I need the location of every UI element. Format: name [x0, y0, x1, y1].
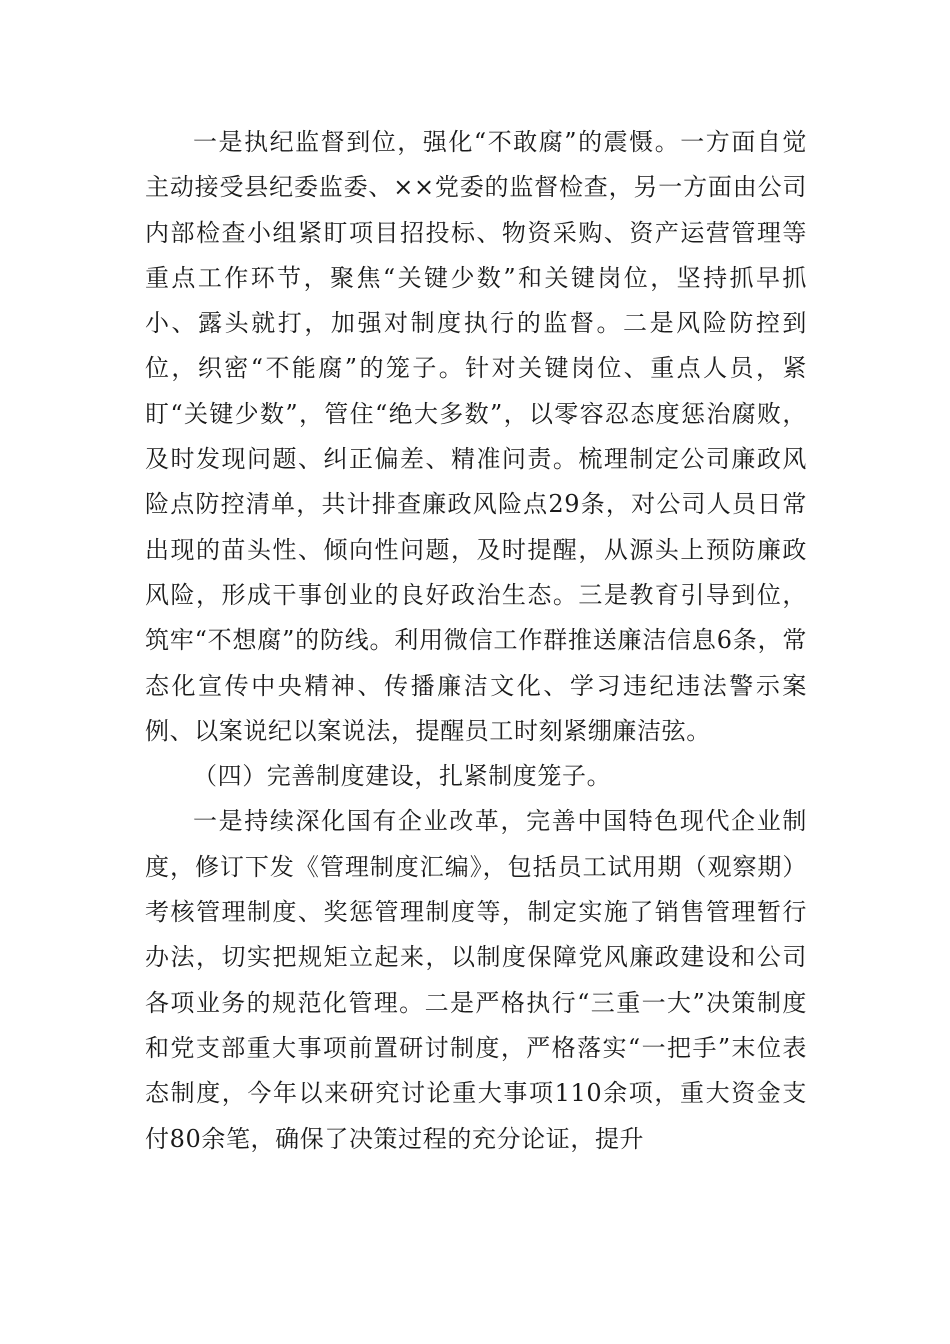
paragraph-discipline-supervision: 一是执纪监督到位，强化“不敢腐”的震慑。一方面自觉主动接受县纪委监委、××党委的监督检查，另一方面由公司内部检查小组紧盯项目招投标、物资采购、资产运营管理等重点工作环节，聚焦“关键少数”和关键岗位，坚持抓早抓小、露头就打，加强对制度执行的监督。二是风险防控到位，织密“不能腐”的笼子。针对关键岗位、重点人员，紧盯“关键少数”，管住“绝大多数”，以零容忍态度惩治腐败，及时发现问题、纠正偏差、精准问责。梳理制定公司廉政风险点防控清单，共计排查廉政风险点29条，对公司人员日常出现的苗头性、倾向性问题，及时提醒，从源头上预防廉政风险，形成干事创业的良好政治生态。三是教育引导到位，筑牢“不想腐”的防线。利用微信工作群推送廉洁信息6条，常态化宣传中央精神、传播廉洁文化、学习违纪违法警示案例、以案说纪以案说法，提醒员工时刻紧绷廉洁弦。	[145, 128, 807, 745]
paragraph-system-reform: 一是持续深化国有企业改革，完善中国特色现代企业制度，修订下发《管理制度汇编》，包括员工试用期（观察期）考核管理制度、奖惩管理制度等，制定实施了销售管理暂行办法，切实把规矩立起来，以制度保障党风廉政建设和公司各项业务的规范化管理。二是严格执行“三重一大”决策制度和党支部重大事项前置研讨制度，严格落实“一把手”末位表态制度，今年以来研究讨论重大事项110余项，重大资金支付80余笔，确保了决策过程的充分论证，提升	[145, 807, 807, 1153]
section-heading-system-building: （四）完善制度建设，扎紧制度笼子。	[193, 762, 612, 791]
document-body	[145, 120, 807, 1162]
